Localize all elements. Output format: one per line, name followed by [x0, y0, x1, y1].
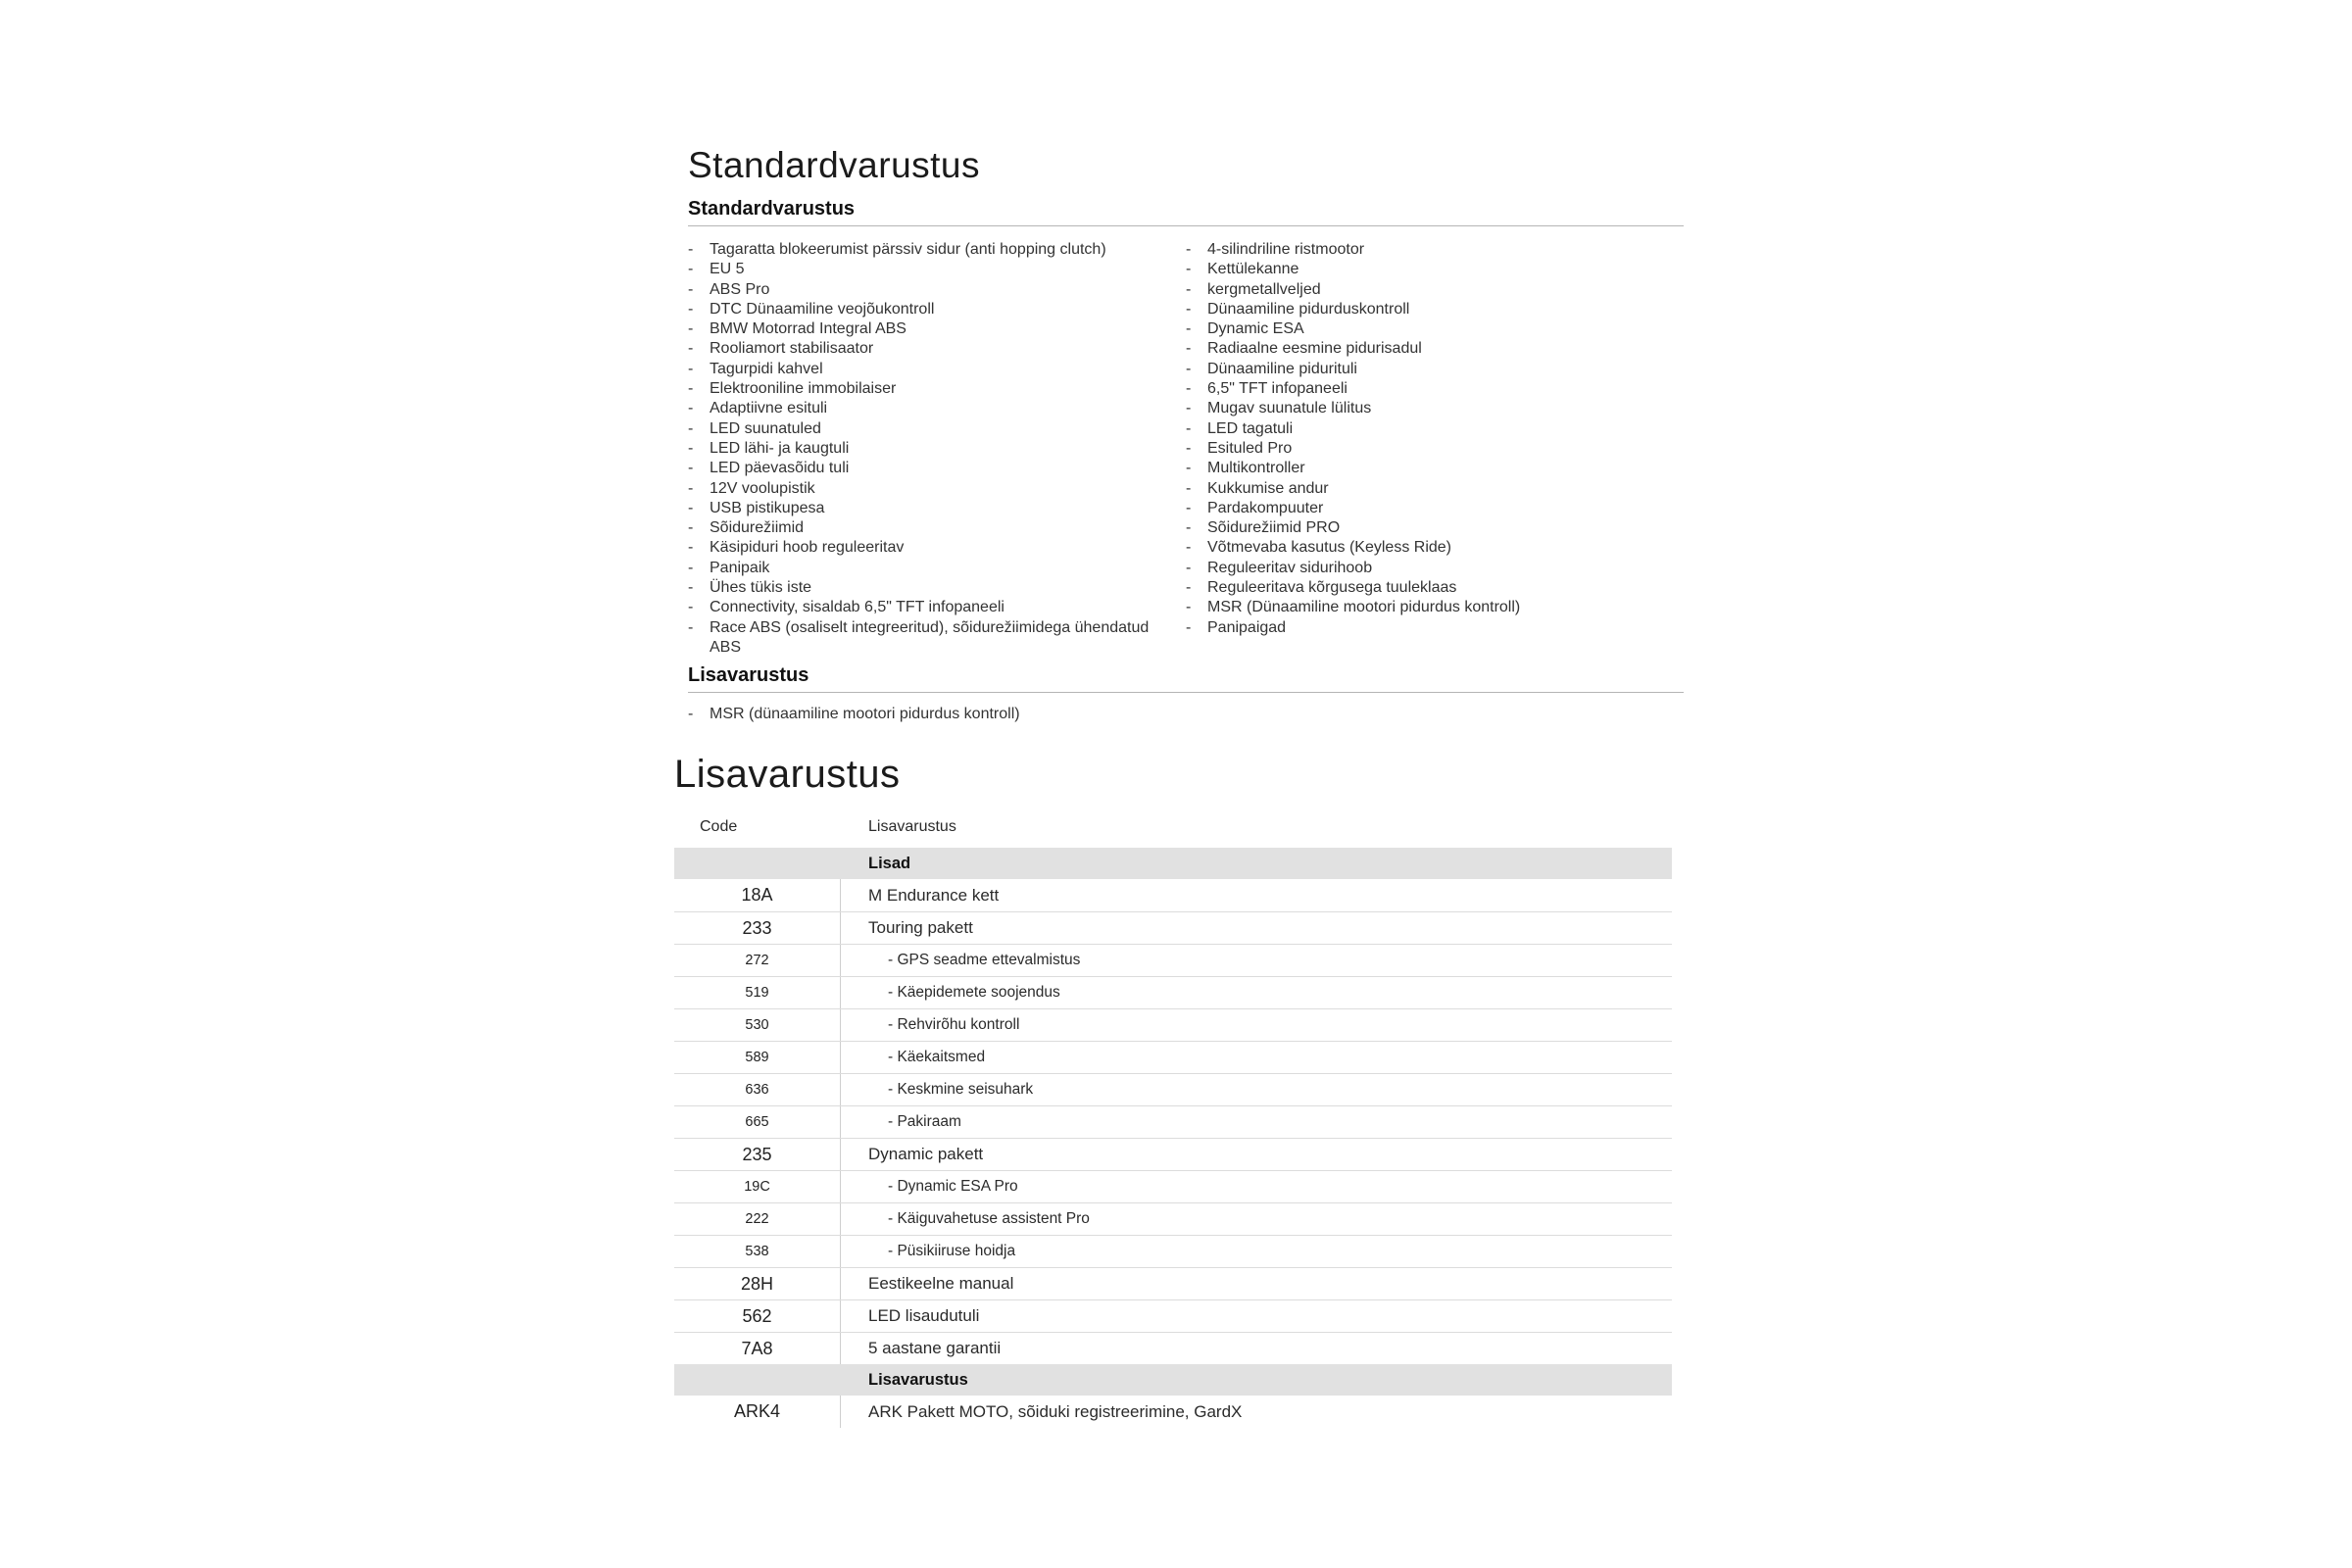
equipment-item — [688, 538, 1186, 558]
item-code-cell: ARK4 — [733, 1401, 781, 1421]
table-item-row — [674, 1041, 1672, 1073]
bullet-dash: - — [1186, 320, 1192, 338]
item-code-cell: 233 — [742, 917, 772, 938]
item-code-cell: 28H — [740, 1273, 774, 1294]
equipment-item — [688, 280, 1186, 300]
equipment-item-label: Tagurpidi kahvel — [710, 360, 823, 377]
equipment-item-label: Dynamic ESA — [1207, 320, 1304, 338]
bullet-dash: - — [688, 380, 694, 398]
equipment-item-label: 4-silindriline ristmootor — [1207, 241, 1365, 258]
equipment-item — [1186, 439, 1684, 459]
equipment-list-extra — [688, 705, 1684, 724]
bullet-dash: - — [688, 280, 694, 298]
bullet-dash: - — [688, 479, 694, 497]
table-item-row — [674, 911, 1672, 944]
bullet-dash: - — [1186, 380, 1192, 398]
bullet-dash: - — [1186, 519, 1192, 537]
equipment-item-label: LED lähi- ja kaugtuli — [710, 439, 850, 457]
equipment-item — [1186, 518, 1684, 538]
item-desc-label: - Rehvirõhu kontroll — [888, 1016, 1020, 1033]
item-code-cell: 530 — [745, 1017, 769, 1033]
table-header-lisavarustus: Lisavarustus — [868, 818, 956, 835]
item-desc-label: M Endurance kett — [868, 885, 1000, 905]
table-group-row — [674, 848, 1672, 879]
equipment-item-label: LED suunatuled — [710, 419, 821, 437]
equipment-item-label: Dünaamiline pidurituli — [1207, 360, 1357, 377]
item-desc-cell — [840, 1016, 1672, 1034]
item-desc-label: ARK Pakett MOTO, sõiduki registreerimine, GardX — [868, 1401, 1243, 1421]
bullet-dash: - — [688, 460, 694, 477]
bullet-dash: - — [688, 706, 694, 723]
bullet-dash: - — [688, 360, 694, 377]
bullet-dash: - — [1186, 400, 1192, 417]
equipment-item-label: LED tagatuli — [1207, 419, 1294, 437]
standard-subsection-heading: Standardvarustus — [688, 199, 1684, 226]
equipment-item-label: 12V voolupistik — [710, 479, 815, 497]
item-desc-label: Dynamic pakett — [868, 1145, 984, 1163]
optional-subsection-list-wrap — [688, 705, 1684, 724]
bullet-dash: - — [688, 419, 694, 437]
bullet-dash: - — [1186, 599, 1192, 616]
equipment-item — [688, 578, 1186, 598]
optional-subsection-heading: Lisavarustus — [688, 665, 1684, 693]
item-code-cell: 18A — [741, 885, 773, 905]
equipment-item-label: kergmetallveljed — [1207, 280, 1321, 298]
equipment-item-label: Panipaigad — [1207, 618, 1287, 636]
item-desc-label: - Püsikiiruse hoidja — [888, 1243, 1016, 1259]
equipment-item-label: Elektrooniline immobilaiser — [710, 380, 897, 398]
item-desc-cell — [840, 1339, 1672, 1358]
item-code-cell: 636 — [745, 1082, 769, 1098]
item-desc-cell — [840, 1178, 1672, 1196]
equipment-column-right — [1186, 240, 1684, 658]
standard-equipment-section — [688, 147, 1684, 725]
equipment-item — [688, 240, 1186, 260]
equipment-item — [688, 300, 1186, 319]
equipment-item — [1186, 240, 1684, 260]
options-table-body — [674, 848, 1672, 1428]
equipment-item-label: Connectivity, sisaldab 6,5" TFT infopaneeli — [710, 599, 1004, 616]
item-desc-label: 5 aastane garantii — [868, 1339, 1002, 1357]
table-item-row — [674, 1332, 1672, 1364]
equipment-item — [688, 399, 1186, 418]
item-code-cell: 562 — [742, 1305, 772, 1326]
item-desc-cell — [840, 1113, 1672, 1131]
options-section-title: Lisavarustus — [674, 753, 901, 796]
equipment-item — [1186, 399, 1684, 418]
equipment-item-label: Panipaik — [710, 559, 770, 576]
item-desc-label: - Pakiraam — [888, 1113, 961, 1130]
standard-section-title: Standardvarustus — [688, 145, 981, 185]
equipment-item — [1186, 360, 1684, 379]
item-code-cell: 222 — [745, 1211, 769, 1227]
item-code-cell: 272 — [745, 953, 769, 968]
options-table — [674, 808, 1672, 1428]
table-item-row — [674, 976, 1672, 1008]
bullet-dash: - — [688, 241, 694, 258]
item-desc-cell — [840, 1049, 1672, 1066]
equipment-item — [688, 479, 1186, 499]
item-desc-label: - GPS seadme ettevalmistus — [888, 952, 1081, 968]
bullet-dash: - — [688, 400, 694, 417]
item-desc-cell — [840, 952, 1672, 969]
table-item-row — [674, 1170, 1672, 1202]
table-item-row — [674, 1105, 1672, 1138]
equipment-item-label: EU 5 — [710, 261, 745, 278]
item-desc-label: - Käepidemete soojendus — [888, 984, 1060, 1001]
equipment-item-label: MSR (Dünaamiline mootori pidurdus kontroll) — [1207, 599, 1521, 616]
group-row-label: Lisad — [868, 854, 911, 872]
equipment-item — [1186, 419, 1684, 439]
table-header-code: Code — [700, 818, 738, 835]
equipment-item — [688, 319, 1186, 339]
table-item-row — [674, 1202, 1672, 1235]
bullet-dash: - — [688, 599, 694, 616]
equipment-item-label: USB pistikupesa — [710, 499, 825, 516]
bullet-dash: - — [1186, 439, 1192, 457]
equipment-item — [1186, 280, 1684, 300]
equipment-item — [1186, 598, 1684, 617]
equipment-item-label: Multikontroller — [1207, 460, 1305, 477]
item-desc-cell — [840, 1210, 1672, 1228]
bullet-dash: - — [1186, 460, 1192, 477]
equipment-item-label: Käsipiduri hoob reguleeritav — [710, 539, 905, 557]
bullet-dash: - — [688, 618, 694, 636]
item-desc-label: - Käiguvahetuse assistent Pro — [888, 1210, 1090, 1227]
optional-equipment-section — [674, 755, 1672, 1428]
bullet-dash: - — [1186, 280, 1192, 298]
equipment-item — [1186, 538, 1684, 558]
equipment-item — [1186, 559, 1684, 578]
bullet-dash: - — [1186, 340, 1192, 358]
equipment-item — [1186, 300, 1684, 319]
equipment-item-label: MSR (dünaamiline mootori pidurdus kontroll) — [710, 706, 1020, 723]
equipment-item-label: Esituled Pro — [1207, 439, 1293, 457]
item-desc-cell — [840, 1145, 1672, 1164]
bullet-dash: - — [1186, 360, 1192, 377]
equipment-item-label: Kettülekanne — [1207, 261, 1299, 278]
bullet-dash: - — [1186, 539, 1192, 557]
bullet-dash: - — [688, 539, 694, 557]
item-desc-cell — [840, 918, 1672, 938]
item-desc-cell — [840, 1402, 1672, 1422]
item-desc-cell — [840, 1274, 1672, 1294]
equipment-item-label: 6,5" TFT infopaneeli — [1207, 380, 1348, 398]
item-code-cell: 538 — [745, 1244, 769, 1259]
equipment-item-label: Reguleeritav sidurihoob — [1207, 559, 1373, 576]
table-item-row — [674, 1235, 1672, 1267]
equipment-item — [688, 499, 1186, 518]
item-desc-cell — [840, 984, 1672, 1002]
item-desc-label: - Käekaitsmed — [888, 1049, 986, 1065]
item-desc-label: - Keskmine seisuhark — [888, 1081, 1034, 1098]
equipment-item — [1186, 260, 1684, 279]
table-item-row — [674, 944, 1672, 976]
equipment-item — [688, 439, 1186, 459]
equipment-item — [1186, 499, 1684, 518]
equipment-item — [1186, 319, 1684, 339]
item-desc-cell — [840, 1243, 1672, 1260]
item-code-cell: 519 — [745, 985, 769, 1001]
equipment-list-right — [1186, 240, 1684, 638]
equipment-item — [688, 618, 1186, 659]
item-desc-cell — [840, 1306, 1672, 1326]
equipment-item-label: Reguleeritava kõrgusega tuuleklaas — [1207, 579, 1457, 597]
equipment-item — [1186, 618, 1684, 638]
item-desc-cell — [840, 886, 1672, 906]
bullet-dash: - — [688, 559, 694, 576]
equipment-item-label: Sõidurežiimid — [710, 519, 805, 537]
table-item-row — [674, 1396, 1672, 1428]
equipment-item — [688, 379, 1186, 399]
equipment-item — [688, 419, 1186, 439]
standard-equipment-columns — [688, 240, 1684, 658]
item-desc-label: LED lisaudutuli — [868, 1306, 980, 1325]
item-desc-label: - Dynamic ESA Pro — [888, 1178, 1018, 1195]
equipment-item — [688, 518, 1186, 538]
equipment-column-left — [688, 240, 1186, 658]
equipment-item — [1186, 479, 1684, 499]
bullet-dash: - — [1186, 499, 1192, 516]
bullet-dash: - — [688, 439, 694, 457]
equipment-item-label: DTC Dünaamiline veojõukontroll — [710, 300, 935, 318]
item-code-cell: 589 — [745, 1050, 769, 1065]
table-item-row — [674, 1267, 1672, 1299]
bullet-dash: - — [1186, 559, 1192, 576]
bullet-dash: - — [688, 320, 694, 338]
bullet-dash: - — [688, 519, 694, 537]
equipment-item-label: LED päevasõidu tuli — [710, 460, 850, 477]
table-item-row — [674, 1299, 1672, 1332]
item-code-cell: 665 — [745, 1114, 769, 1130]
equipment-item-label: Tagaratta blokeerumist pärssiv sidur (anti hopping clutch) — [710, 241, 1106, 258]
table-item-row — [674, 1073, 1672, 1105]
equipment-item-label: Sõidurežiimid PRO — [1207, 519, 1341, 537]
equipment-item — [688, 360, 1186, 379]
bullet-dash: - — [688, 340, 694, 358]
equipment-item-label: BMW Motorrad Integral ABS — [710, 320, 906, 338]
bullet-dash: - — [1186, 419, 1192, 437]
equipment-item — [688, 559, 1186, 578]
item-desc-cell — [840, 1081, 1672, 1099]
bullet-dash: - — [1186, 479, 1192, 497]
bullet-dash: - — [1186, 261, 1192, 278]
bullet-dash: - — [1186, 241, 1192, 258]
bullet-dash: - — [688, 579, 694, 597]
equipment-item-label: Võtmevaba kasutus (Keyless Ride) — [1207, 539, 1451, 557]
table-item-row — [674, 879, 1672, 911]
table-item-row — [674, 1008, 1672, 1041]
equipment-item — [1186, 339, 1684, 359]
equipment-item — [1186, 459, 1684, 478]
bullet-dash: - — [688, 300, 694, 318]
bullet-dash: - — [688, 499, 694, 516]
item-desc-label: Eestikeelne manual — [868, 1274, 1014, 1293]
equipment-item-label: ABS Pro — [710, 280, 770, 298]
equipment-item-label: Ühes tükis iste — [710, 579, 812, 597]
equipment-item-label: Kukkumise andur — [1207, 479, 1329, 497]
equipment-item — [1186, 379, 1684, 399]
table-group-row — [674, 1364, 1672, 1396]
item-desc-label: Touring pakett — [868, 918, 973, 937]
equipment-item-label: Race ABS (osaliselt integreeritud), sõidurežiimidega ühendatud ABS — [710, 618, 1150, 656]
bullet-dash: - — [1186, 579, 1192, 597]
equipment-item — [688, 459, 1186, 478]
equipment-item-label: Mugav suunatule lülitus — [1207, 400, 1372, 417]
equipment-item-label: Dünaamiline pidurduskontroll — [1207, 300, 1410, 318]
item-code-cell: 19C — [744, 1179, 770, 1195]
equipment-item-label: Pardakompuuter — [1207, 499, 1324, 516]
item-code-cell: 235 — [742, 1144, 772, 1164]
equipment-item-label: Rooliamort stabilisaator — [710, 340, 874, 358]
options-table-header — [674, 808, 1672, 848]
equipment-item-label: Radiaalne eesmine pidurisadul — [1207, 340, 1422, 358]
bullet-dash: - — [688, 261, 694, 278]
equipment-item — [688, 598, 1186, 617]
equipment-item — [1186, 578, 1684, 598]
table-item-row — [674, 1138, 1672, 1170]
equipment-item-label: Adaptiivne esituli — [710, 400, 828, 417]
item-code-cell: 7A8 — [741, 1338, 773, 1358]
equipment-item — [688, 705, 1684, 724]
equipment-item — [688, 260, 1186, 279]
bullet-dash: - — [1186, 300, 1192, 318]
bullet-dash: - — [1186, 618, 1192, 636]
equipment-item — [688, 339, 1186, 359]
group-row-label: Lisavarustus — [868, 1370, 968, 1389]
equipment-list-left — [688, 240, 1186, 658]
